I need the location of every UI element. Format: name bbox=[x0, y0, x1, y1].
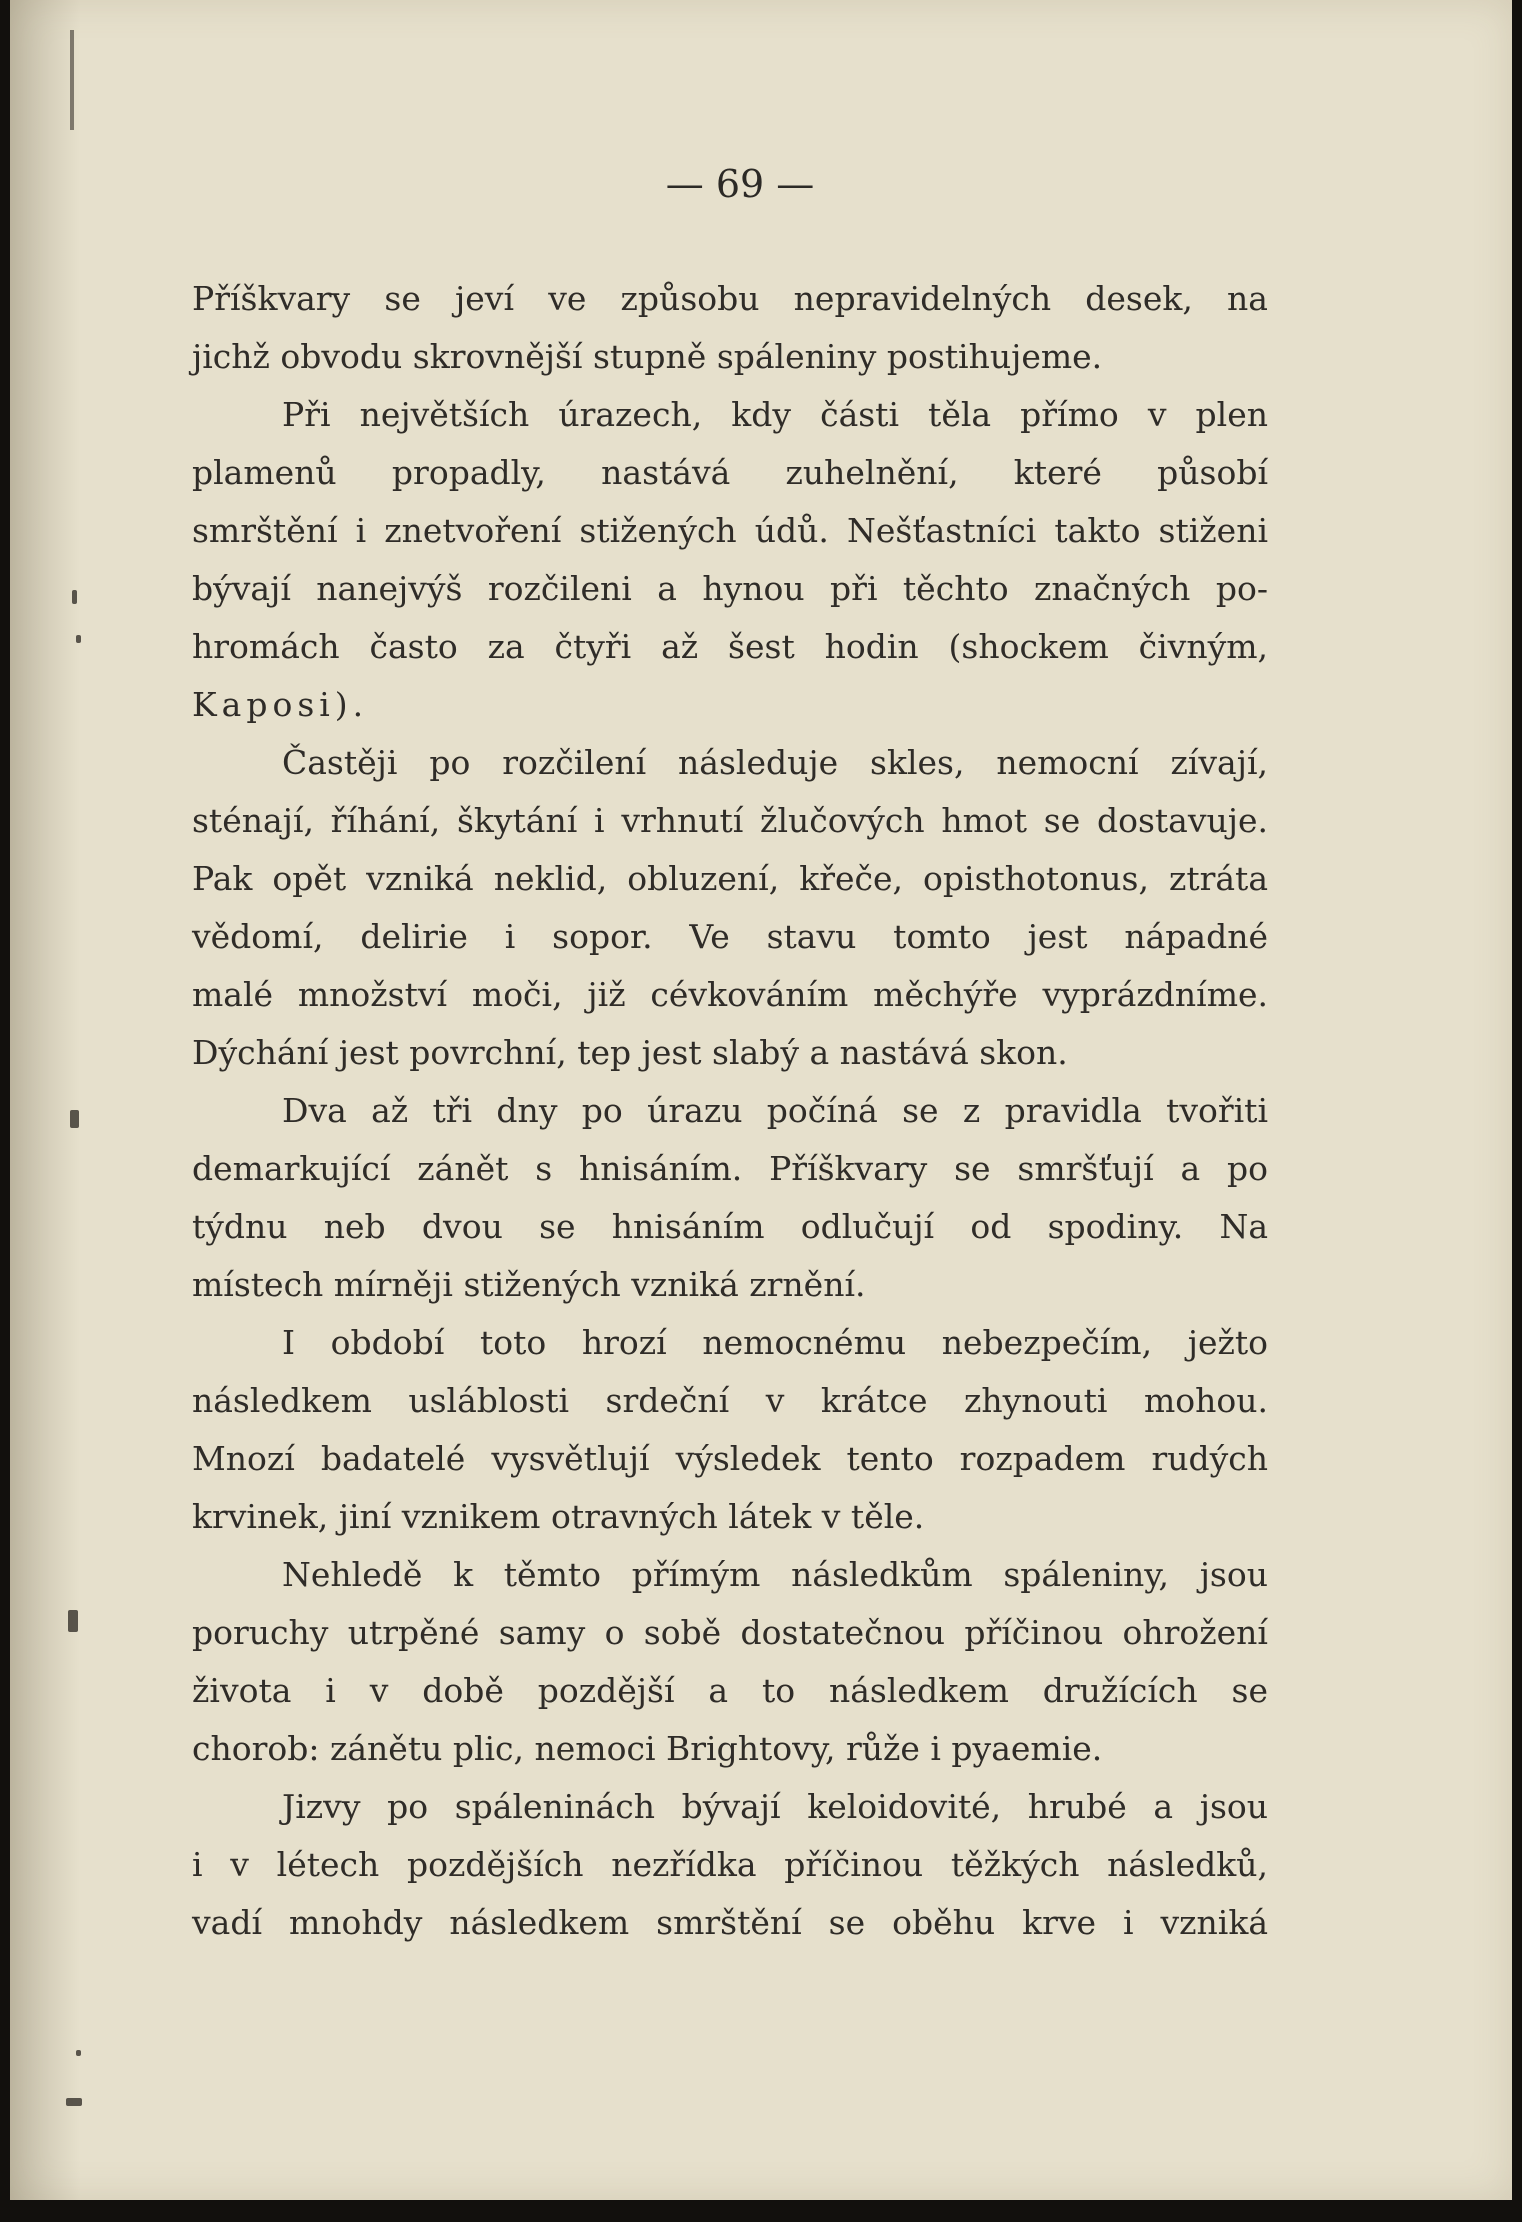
text-line: malé množství moči, již cévkováním měchýře vyprázdníme. bbox=[192, 975, 1268, 1014]
text-line: Jizvy po spáleninách bývají keloidovité, hrubé a jsou bbox=[282, 1787, 1268, 1826]
text-line: Častěji po rozčilení následuje skles, nemocní zívají, bbox=[282, 743, 1268, 782]
margin-mark bbox=[76, 2050, 81, 2056]
text-line: vadí mnohdy následkem smrštění se oběhu krve i vzniká bbox=[192, 1903, 1268, 1942]
text-line: poruchy utrpěné samy o sobě dostatečnou příčinou ohrožení bbox=[192, 1613, 1268, 1652]
text-line: Nehledě k těmto přímým následkům spáleniny, jsou bbox=[282, 1555, 1268, 1594]
text-line: krvinek, jiní vznikem otravných látek v těle. bbox=[192, 1497, 925, 1536]
text-line: I období toto hrozí nemocnému nebezpečím, ježto bbox=[282, 1323, 1268, 1362]
spine-shadow bbox=[10, 0, 80, 2200]
text-line: Dva až tři dny po úrazu počíná se z pravidla tvořiti bbox=[282, 1091, 1268, 1130]
page-number: — 69 — bbox=[665, 162, 815, 206]
text-line: místech mírněji stižených vzniká zrnění. bbox=[192, 1265, 866, 1304]
text-line: plamenů propadly, nastává zuhelnění, které působí bbox=[192, 453, 1268, 492]
text-line: života i v době pozdější a to následkem družících se bbox=[192, 1671, 1268, 1710]
text-line: bývají nanejvýš rozčileni a hynou při těchto značných po- bbox=[192, 569, 1268, 608]
text-line: vědomí, delirie i sopor. Ve stavu tomto jest nápadné bbox=[192, 917, 1268, 956]
margin-mark bbox=[70, 1110, 79, 1128]
margin-mark bbox=[72, 590, 77, 604]
text-line: demarkující zánět s hnisáním. Příškvary se smršťují a po bbox=[192, 1149, 1268, 1188]
text-line: Pak opět vzniká neklid, obluzení, křeče, opisthotonus, ztráta bbox=[192, 859, 1268, 898]
text-line: i v létech pozdějších nezřídka příčinou těžkých následků, bbox=[192, 1845, 1268, 1884]
edge-line bbox=[70, 30, 74, 130]
text-line: Při největších úrazech, kdy části těla přímo v plen bbox=[282, 395, 1268, 434]
text-line: chorob: zánětu plic, nemoci Brightovy, růže i pyaemie. bbox=[192, 1729, 1103, 1768]
text-line: Příškvary se jeví ve způsobu nepravidelných desek, na bbox=[192, 279, 1268, 318]
margin-mark bbox=[76, 635, 81, 643]
text-line: týdnu neb dvou se hnisáním odlučují od spodiny. Na bbox=[192, 1207, 1268, 1246]
text-line: následkem usláblosti srdeční v krátce zhynouti mohou. bbox=[192, 1381, 1268, 1420]
margin-mark bbox=[66, 2098, 82, 2106]
body-text bbox=[192, 270, 1268, 1952]
book-page bbox=[10, 0, 1512, 2200]
text-line: sténají, říhání, škytání i vrhnutí žlučových hmot se dostavuje. bbox=[192, 801, 1268, 840]
text-line: Dýchání jest povrchní, tep jest slabý a nastává skon. bbox=[192, 1033, 1068, 1072]
text-line: smrštění i znetvoření stižených údů. Nešťastníci takto stiženi bbox=[192, 511, 1268, 550]
text-line: Kaposi). bbox=[192, 685, 369, 724]
text-line: hromách často za čtyři až šest hodin (shockem čivným, bbox=[192, 627, 1268, 666]
text-line: jichž obvodu skrovnější stupně spáleniny postihujeme. bbox=[192, 337, 1103, 376]
text-line: Mnozí badatelé vysvětlují výsledek tento rozpadem rudých bbox=[192, 1439, 1268, 1478]
margin-mark bbox=[68, 1610, 78, 1632]
